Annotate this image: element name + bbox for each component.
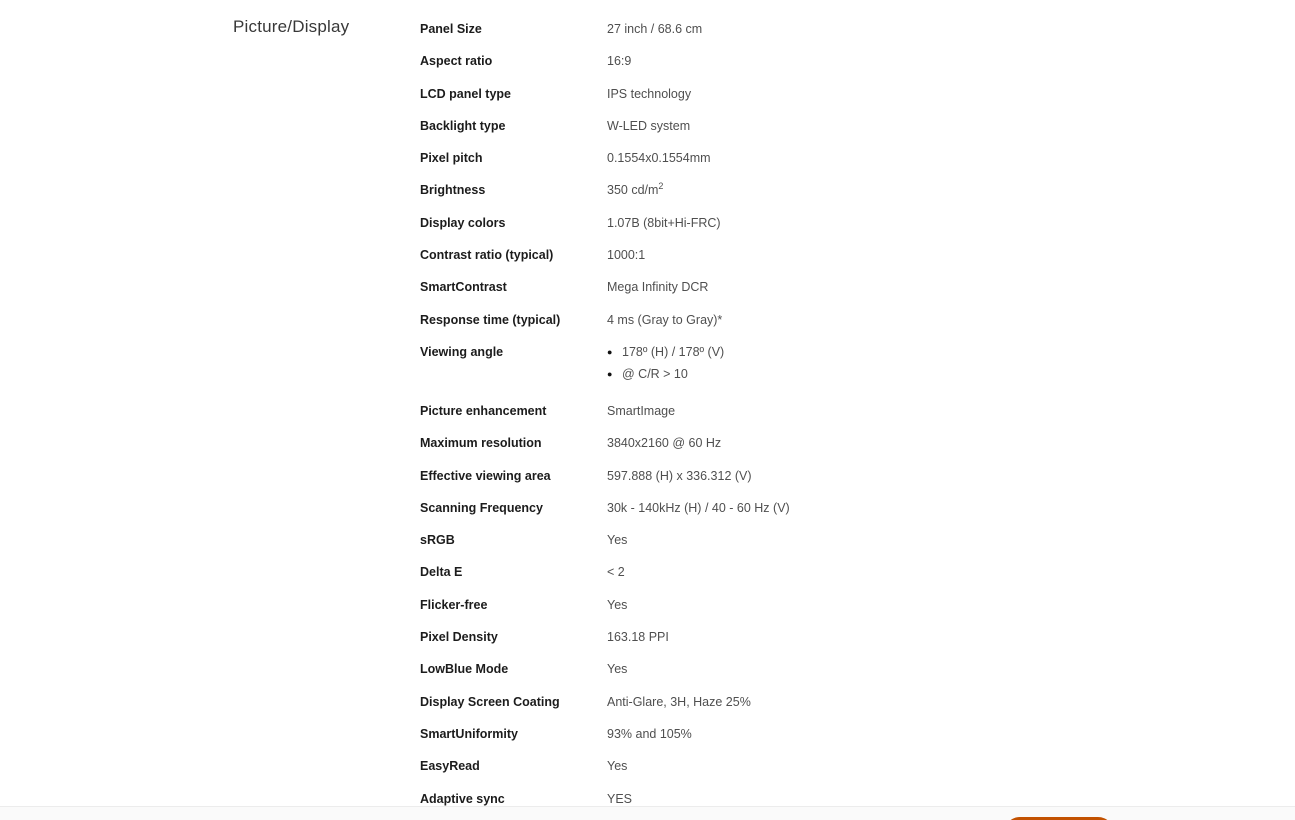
spec-row — [420, 556, 990, 588]
superscript: 2 — [658, 181, 664, 192]
spec-bullet-item — [607, 341, 990, 363]
spec-label: Aspect ratio — [420, 54, 493, 69]
spec-row — [420, 621, 990, 653]
spec-label: Pixel Density — [420, 630, 498, 645]
spec-label: Delta E — [420, 565, 463, 580]
spec-label: Picture enhancement — [420, 403, 547, 418]
spec-value: Anti-Glare, 3H, Haze 25% — [607, 694, 751, 709]
spec-label: Display Screen Coating — [420, 694, 560, 709]
spec-label: Display colors — [420, 215, 506, 230]
spec-value: 0.1554x0.1554mm — [607, 151, 711, 166]
spec-row — [420, 45, 990, 77]
spec-value: 3840x2160 @ 60 Hz — [607, 436, 722, 451]
spec-row — [420, 460, 990, 492]
spec-row — [420, 336, 990, 395]
spec-label: Flicker-free — [420, 597, 488, 612]
spec-bullet-text: @ C/R > 10 — [622, 366, 688, 381]
spec-value: 4 ms (Gray to Gray)* — [607, 312, 723, 327]
spec-row — [420, 492, 990, 524]
spec-row — [420, 174, 990, 206]
spec-label: Effective viewing area — [420, 468, 551, 483]
spec-row — [420, 142, 990, 174]
spec-row — [420, 427, 990, 459]
spec-row — [420, 589, 990, 621]
spec-row — [420, 78, 990, 110]
spec-row — [420, 686, 990, 718]
spec-label: Brightness — [420, 183, 486, 198]
spec-value: Yes — [607, 759, 628, 774]
spec-bullet-item — [607, 363, 990, 385]
spec-value: 1000:1 — [607, 248, 646, 263]
spec-row — [420, 304, 990, 336]
spec-value: 163.18 PPI — [607, 630, 669, 645]
spec-row — [420, 110, 990, 142]
spec-row — [420, 653, 990, 685]
bullet-icon: ● — [607, 346, 613, 357]
spec-label: LowBlue Mode — [420, 662, 509, 677]
bullet-icon: ● — [607, 368, 613, 379]
spec-value: 350 $cd/m^2$ — [607, 181, 664, 198]
spec-value: SmartImage — [607, 403, 676, 418]
spec-label: Adaptive sync — [420, 791, 505, 806]
spec-row — [420, 718, 990, 750]
spec-value: 1.07B (8bit+Hi-FRC) — [607, 215, 721, 230]
spec-label: Backlight type — [420, 118, 506, 133]
spec-row — [420, 271, 990, 303]
spec-value: Yes — [607, 662, 628, 677]
spec-label: Maximum resolution — [420, 436, 542, 451]
spec-value: Yes — [607, 533, 628, 548]
spec-label: Scanning Frequency — [420, 500, 543, 515]
spec-label: Response time (typical) — [420, 312, 561, 327]
spec-row — [420, 239, 990, 271]
bottom-bar — [0, 806, 1295, 820]
spec-label: Pixel pitch — [420, 151, 483, 166]
spec-value: W-LED system — [607, 118, 691, 133]
spec-row — [420, 207, 990, 239]
spec-value: Yes — [607, 597, 628, 612]
spec-label: Viewing angle — [420, 344, 504, 359]
spec-value: < 2 — [607, 565, 625, 580]
spec-value: 27 inch / 68.6 cm — [607, 22, 703, 36]
spec-label: Contrast ratio (typical) — [420, 248, 554, 263]
spec-value: Mega Infinity DCR — [607, 280, 709, 295]
spec-value: 93% and 105% — [607, 726, 692, 741]
spec-label: Panel Size — [420, 22, 482, 36]
spec-value: YES — [607, 791, 633, 806]
spec-row — [420, 524, 990, 556]
spec-bullet-text: 178º (H) / 178º (V) — [622, 344, 725, 359]
spec-label: LCD panel type — [420, 86, 511, 101]
spec-label: SmartContrast — [420, 280, 507, 295]
spec-label: EasyRead — [420, 759, 480, 774]
spec-bullet-list — [607, 336, 990, 395]
section-title: Picture/Display — [233, 17, 350, 36]
spec-value: IPS technology — [607, 86, 692, 101]
spec-label: SmartUniformity — [420, 726, 518, 741]
spec-value: 16:9 — [607, 54, 632, 69]
spec-row — [420, 750, 990, 782]
spec-row — [420, 395, 990, 427]
spec-value: 597.888 (H) x 336.312 (V) — [607, 468, 752, 483]
spec-label: sRGB — [420, 533, 455, 548]
spec-table — [420, 13, 990, 815]
spec-row — [420, 13, 990, 45]
spec-value: 30k - 140kHz (H) / 40 - 60 Hz (V) — [607, 500, 790, 515]
spec-value — [607, 336, 990, 395]
